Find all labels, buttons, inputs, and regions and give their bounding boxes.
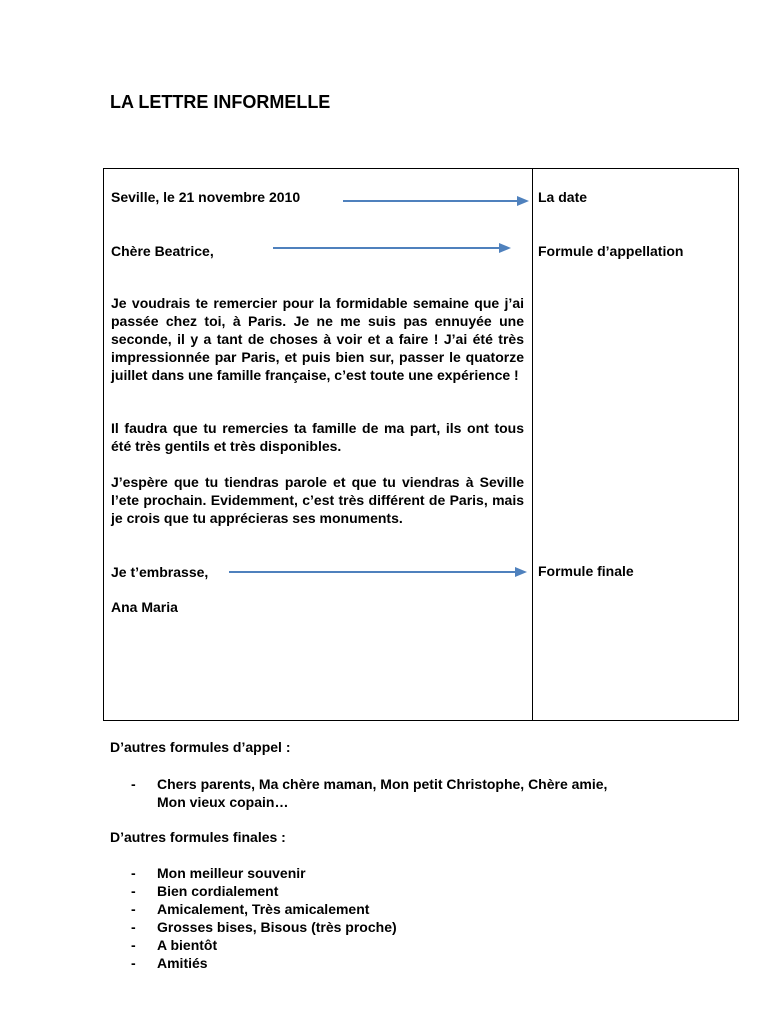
arrow-closing-icon — [228, 564, 531, 580]
page-title: LA LETTRE INFORMELLE — [110, 92, 331, 112]
letter-closing: Je t’embrasse, — [111, 564, 209, 580]
list-item-text: Mon meilleur souvenir — [157, 865, 306, 881]
column-divider — [532, 169, 533, 720]
arrow-date-icon — [342, 193, 532, 209]
list-dash: - — [131, 937, 136, 953]
letter-date: Seville, le 21 novembre 2010 — [111, 189, 301, 205]
list-item-text: Amitiés — [157, 955, 208, 971]
label-closing: Formule finale — [538, 563, 634, 579]
list-item-text: Bien cordialement — [157, 883, 279, 899]
letter-paragraph-2: Il faudra que tu remercies ta famille de ma part, ils ont tous été très gentils et très disponibles. — [111, 420, 524, 454]
other-closings-heading: D’autres formules finales : — [110, 829, 286, 845]
list-item-text: Mon vieux copain… — [157, 794, 289, 810]
label-date: La date — [538, 189, 588, 205]
arrow-salutation-icon — [272, 240, 517, 256]
letter-salutation: Chère Beatrice, — [111, 243, 214, 259]
letter-table — [103, 168, 739, 721]
list-item-text: Grosses bises, Bisous (très proche) — [157, 919, 397, 935]
list-dash: - — [131, 955, 136, 971]
letter-signature: Ana Maria — [111, 599, 178, 615]
list-dash: - — [131, 865, 136, 881]
list-item-text: A bientôt — [157, 937, 218, 953]
list-dash: - — [131, 901, 136, 917]
list-dash: - — [131, 919, 136, 935]
other-salutations-heading: D’autres formules d’appel : — [110, 739, 291, 755]
label-salutation: Formule d’appellation — [538, 243, 684, 259]
letter-paragraph-1: Je voudrais te remercier pour la formidable semaine que j’ai passée chez toi, à Paris. Je ne me suis pas ennuyée une seconde, il y a tant de choses à voir et a faire ! J’ai été très impressionnée par Paris, et puis bien sur, passer le quatorze juillet dans une famille française, c’est toute une expérience ! — [111, 295, 524, 383]
letter-paragraph-3: J’espère que tu tiendras parole et que tu viendras à Seville l’ete prochain. Evidemment, c’est très différent de Paris, mais je crois que tu apprécieras ses monuments. — [111, 474, 524, 526]
list-dash: - — [131, 883, 136, 899]
list-dash: - — [131, 776, 136, 792]
list-item-text: Amicalement, Très amicalement — [157, 901, 370, 917]
list-item-text: Chers parents, Ma chère maman, Mon petit Christophe, Chère amie, — [157, 776, 608, 792]
